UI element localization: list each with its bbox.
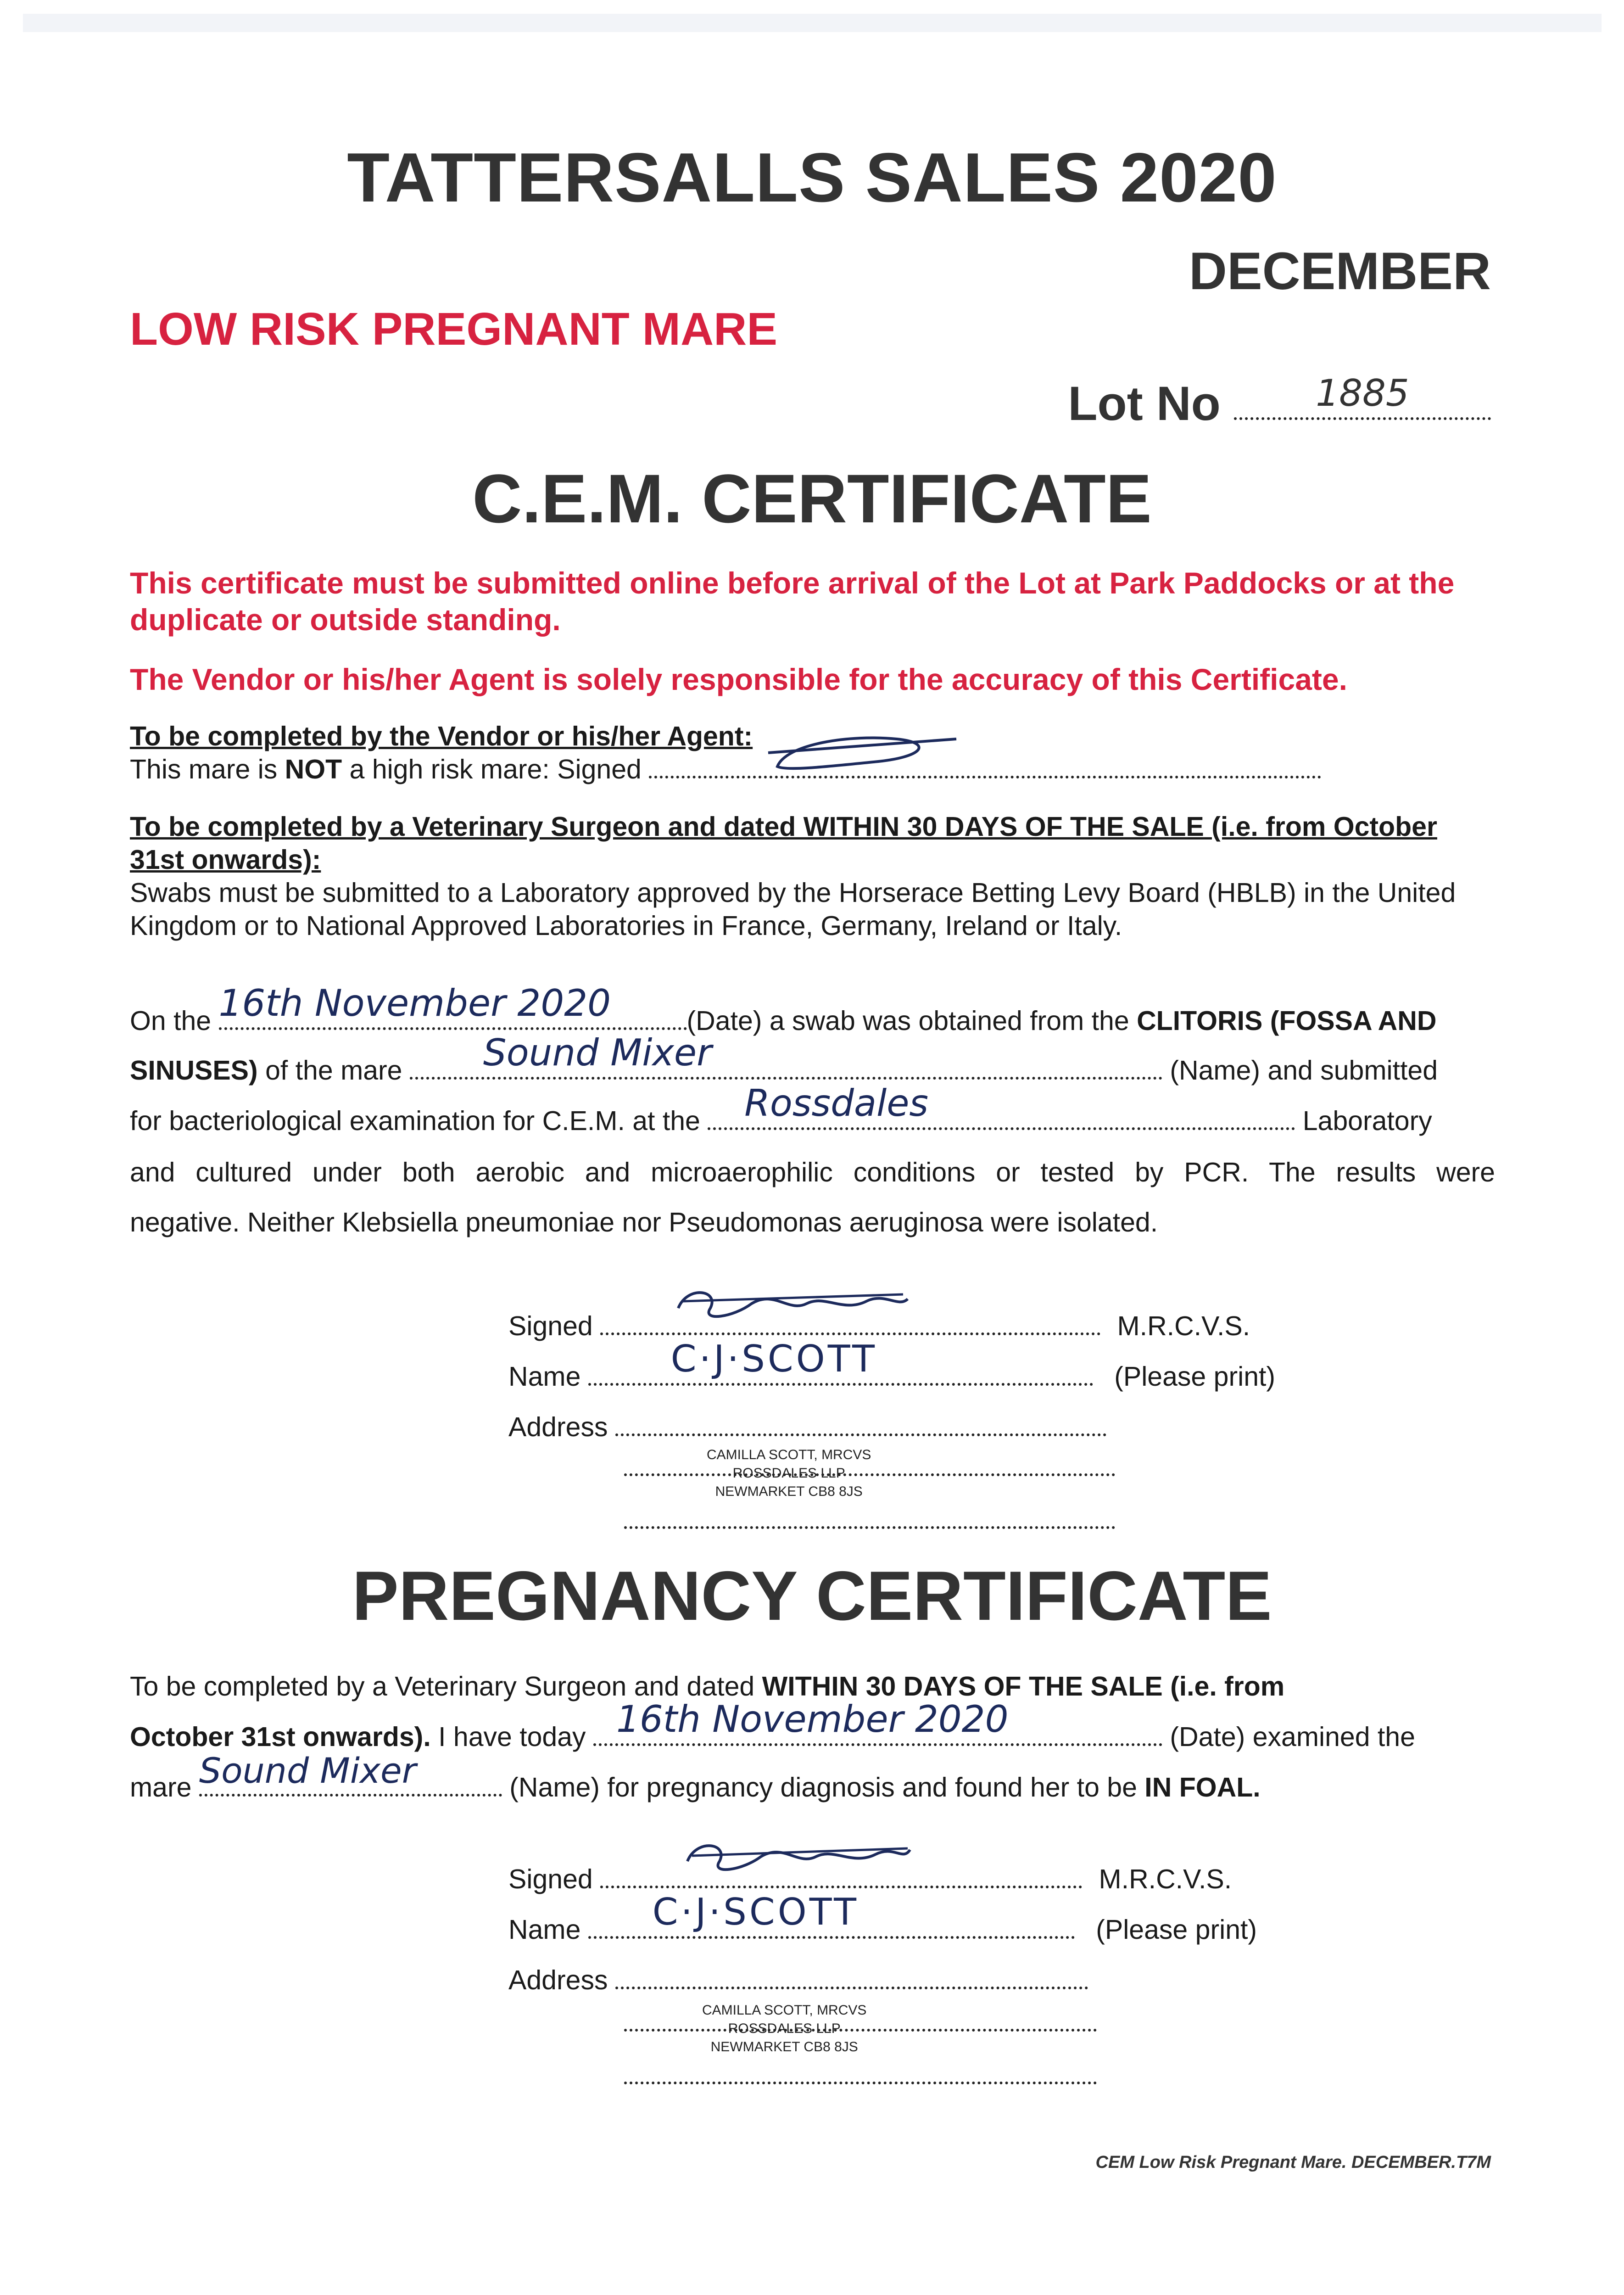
swab-date-value: 16th November 2020 (218, 982, 611, 1024)
lot-value: 1885 (1316, 372, 1409, 414)
swab-line-3: for bacteriological examination for C.E.M. at the Rossdales Laboratory (130, 1082, 1432, 1136)
preg-line-3: mare Sound Mixer (Name) for pregnancy diagnosis and found her to be IN FOAL. (130, 1750, 1261, 1802)
vet-heading: To be completed by a Veterinary Surgeon and dated WITHIN 30 DAYS OF THE SALE (i.e. from October 31st onwards): (130, 812, 1437, 875)
lot-label: Lot No (1068, 377, 1221, 431)
preg-address-stamp: CAMILLA SCOTT, MRCVS ROSSDALES LLP NEWMARKET CB8 8JS (702, 2003, 867, 2054)
vendor-signature-field (649, 757, 1321, 778)
swab-line-1: On the 16th November 2020 (Date) a swab was obtained from the CLITORIS (FOSSA AND (130, 982, 1437, 1036)
preg-vet-signature (678, 1829, 917, 1884)
swabs-text: Swabs must be submitted to a Laboratory approved by the Horserace Betting Levy Board (HBLB) in the United Kingdom or to National Approved Laboratories in France, Germany, Ireland or Italy. (130, 878, 1456, 941)
cem-address-stamp: CAMILLA SCOTT, MRCVS ROSSDALES LLP NEWMARKET CB8 8JS (707, 1447, 871, 1499)
preg-signed-row: Signed M.R.C.V.S. (508, 1864, 1232, 1895)
lot-field (1234, 372, 1491, 420)
vendor-statement: This mare is NOT a high risk mare: Signed (130, 753, 1495, 786)
preg-address-line-3 (624, 2082, 1097, 2084)
cem-address-field (615, 1411, 1106, 1436)
preg-name-value: C·J·SCOTT (652, 1891, 859, 1933)
cem-name-value: C·J·SCOTT (670, 1338, 878, 1380)
swab-line-4: and cultured under both aerobic and microaerophilic conditions or tested by PCR. The results were (130, 1157, 1495, 1187)
preg-date-value: 16th November 2020 (616, 1698, 1009, 1741)
mare-category: LOW RISK PREGNANT MARE (130, 303, 778, 355)
pregnancy-heading: PREGNANCY CERTIFICATE (352, 1557, 1272, 1635)
preg-address-field (615, 1965, 1088, 1989)
preg-address-row: Address (508, 1965, 1088, 1996)
swab-line-2: SINUSES) of the mare Sound Mixer (Name) and submitted (130, 1031, 1438, 1086)
lot-number (1068, 372, 1491, 431)
footer-reference: CEM Low Risk Pregnant Mare. DECEMBER.T7M (1095, 2153, 1491, 2172)
cem-notice-2: The Vendor or his/her Agent is solely responsible for the accuracy of this Certificate. (130, 662, 1347, 696)
cem-address-row: Address (508, 1411, 1106, 1443)
preg-date-field (593, 1698, 1162, 1746)
preg-mare-name-field (199, 1750, 502, 1797)
preg-signature-field (600, 1864, 1082, 1888)
cem-name-row: Name C·J·SCOTT (Please print) (508, 1338, 1276, 1392)
cem-mare-name-value: Sound Mixer (483, 1031, 712, 1074)
lab-name-value: Rossdales (744, 1082, 929, 1125)
swab-line-5: negative. Neither Klebsiella pneumoniae nor Pseudomonas aeruginosa were isolated. (130, 1207, 1158, 1237)
preg-name-row: Name C·J·SCOTT (Please print) (508, 1891, 1257, 1945)
vendor-heading: To be completed by the Vendor or his/her Agent: (130, 721, 753, 751)
cem-address-line-3 (624, 1526, 1115, 1529)
cem-vet-signature (669, 1276, 917, 1331)
lab-name-field (708, 1082, 1295, 1130)
document-title: TATTERSALLS SALES 2020 (347, 139, 1277, 217)
vendor-section (130, 720, 1495, 786)
scan-top-band (23, 14, 1602, 32)
cem-signature-field (600, 1310, 1100, 1335)
cem-heading: C.E.M. CERTIFICATE (472, 460, 1152, 537)
cem-signed-row: Signed M.R.C.V.S. (508, 1310, 1250, 1342)
preg-line-1: To be completed by a Veterinary Surgeon and dated WITHIN 30 DAYS OF THE SALE (i.e. from (130, 1671, 1285, 1702)
vet-section (130, 810, 1495, 942)
preg-mare-name-value: Sound Mixer (199, 1750, 416, 1791)
cem-notice-1: This certificate must be submitted online before arrival of the Lot at Park Paddocks or at the duplicate or outside standing. (130, 566, 1455, 637)
sale-month: DECEMBER (1189, 242, 1491, 301)
vendor-signature (759, 721, 961, 780)
swab-date-field (218, 982, 687, 1030)
preg-line-2: October 31st onwards). I have today 16th November 2020 (Date) examined the (130, 1698, 1415, 1752)
